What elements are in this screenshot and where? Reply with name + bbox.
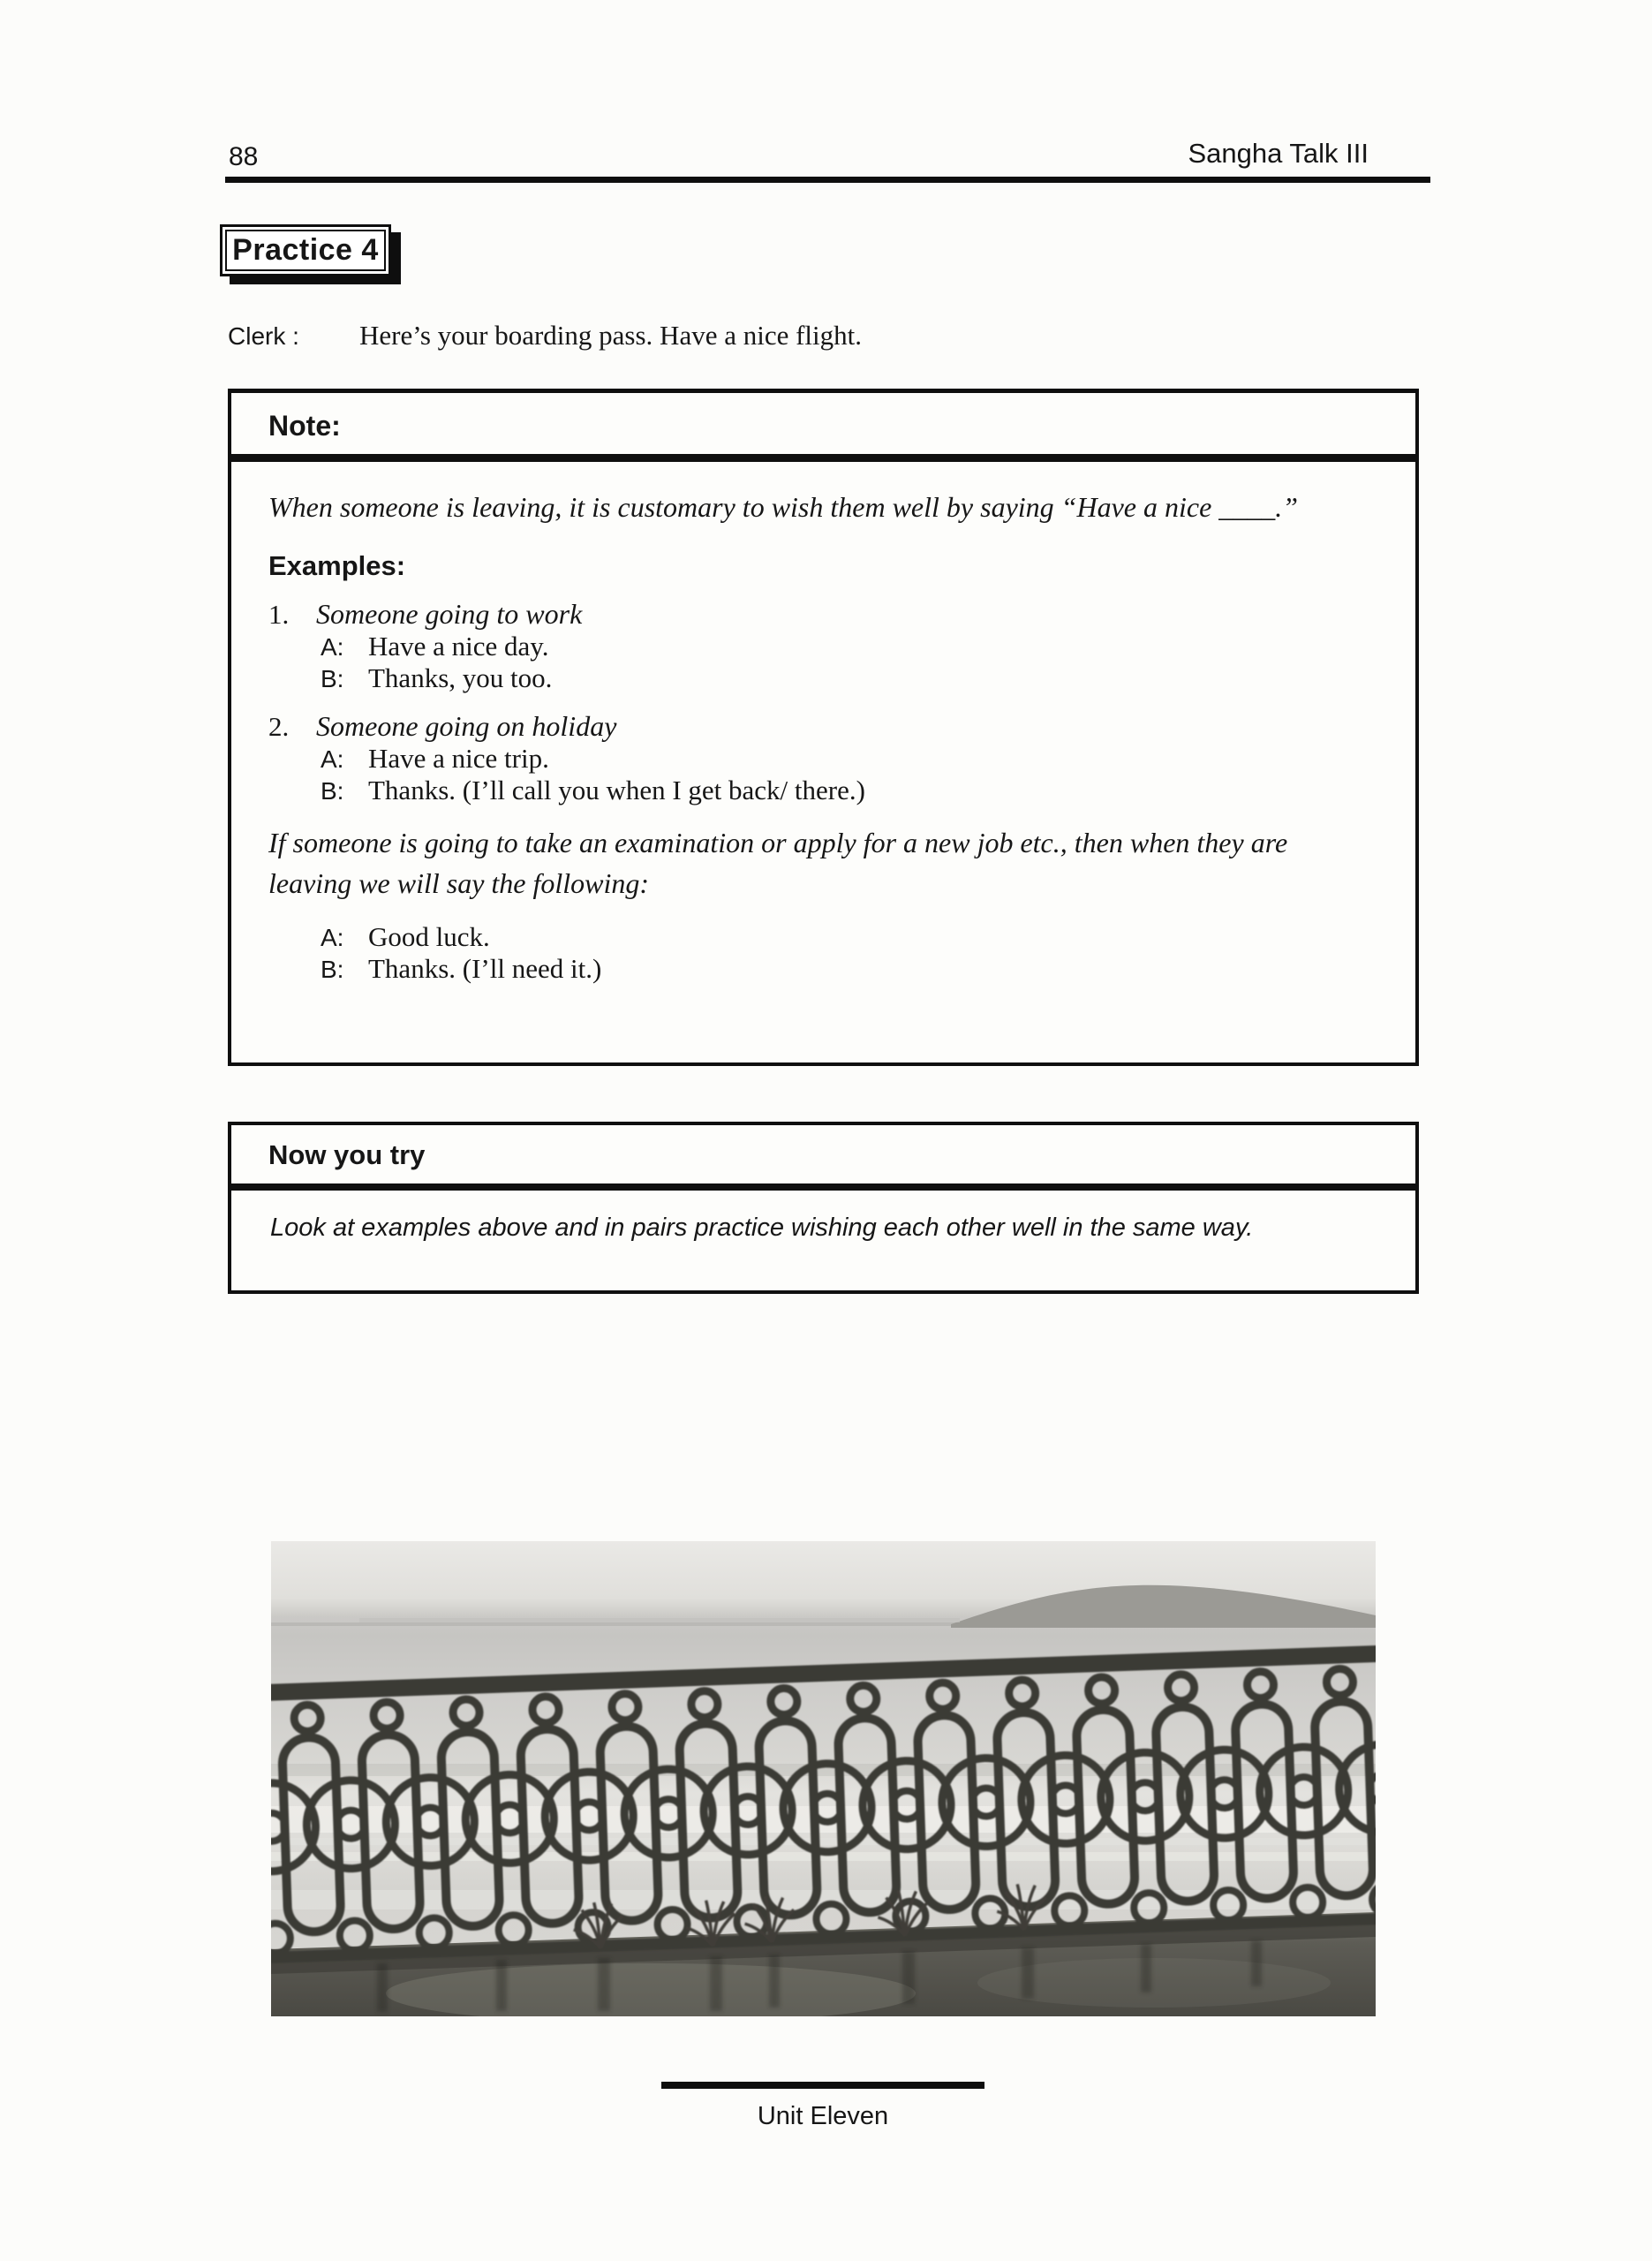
- dialogue-row: [268, 953, 1371, 985]
- dialogue-text: Thanks. (I’ll need it.): [368, 953, 602, 984]
- book-title: Sangha Talk III: [1188, 138, 1369, 169]
- photo-railing: [271, 1645, 1376, 1964]
- speaker-label: B:: [321, 665, 344, 692]
- note-box-title: Note:: [231, 393, 1415, 462]
- dialogue-row: [268, 921, 1371, 953]
- dialogue-row: [268, 662, 1371, 694]
- seaside-railing-photo: [271, 1541, 1376, 2016]
- example-head: [268, 598, 1371, 631]
- note-followup-line: If someone is going to take an examination or apply for a new job etc., then when they are: [268, 827, 1288, 858]
- speaker-label: B:: [321, 956, 344, 983]
- clerk-speaker-label: Clerk :: [228, 322, 299, 350]
- example-situation: Someone going on holiday: [316, 710, 617, 742]
- example-number: 1.: [268, 599, 290, 630]
- practice-badge: [220, 224, 391, 276]
- railing-photo-svg: [271, 1541, 1376, 2016]
- now-you-try-instruction: Look at examples above and in pairs practice wishing each other well in the same way.: [270, 1214, 1254, 1242]
- speaker-label: A:: [321, 633, 344, 661]
- footer-unit-label: Unit Eleven: [757, 2102, 889, 2130]
- footer-rule: [661, 2082, 984, 2089]
- practice-label: Practice 4: [225, 230, 386, 271]
- note-box: [228, 389, 1419, 1066]
- dialogue-row: [268, 631, 1371, 662]
- clerk-dialogue-row: [228, 320, 862, 352]
- example-item: [268, 598, 1371, 694]
- clerk-dialogue-text: Here’s your boarding pass. Have a nice flight.: [359, 320, 863, 351]
- dialogue-row: [268, 775, 1371, 806]
- dialogue-text: Good luck.: [368, 921, 490, 952]
- dialogue-text: Have a nice day.: [368, 631, 549, 662]
- example-number: 2.: [268, 711, 290, 742]
- example-head: [268, 710, 1371, 743]
- example-item: [268, 710, 1371, 806]
- example-situation: Someone going to work: [316, 598, 583, 630]
- now-you-try-box: [228, 1122, 1419, 1294]
- note-intro: When someone is leaving, it is customary to wish them well by saying “Have a nice ____.”: [268, 491, 1299, 523]
- note-box-content: [231, 462, 1415, 985]
- now-you-try-title: Now you try: [231, 1125, 1415, 1191]
- page-number: 88: [229, 142, 259, 171]
- speaker-label: B:: [321, 777, 344, 805]
- header-rule: [225, 177, 1430, 183]
- dialogue-text: Thanks. (I’ll call you when I get back/ there.): [368, 775, 865, 805]
- speaker-label: A:: [321, 924, 344, 951]
- dialogue-text: Thanks, you too.: [368, 662, 553, 693]
- photo-far-shore: [359, 1618, 960, 1622]
- dialogue-row: [268, 743, 1371, 775]
- note-followup: [268, 822, 1371, 904]
- speaker-label: A:: [321, 745, 344, 773]
- dialogue-text: Have a nice trip.: [368, 743, 549, 774]
- examples-heading: Examples:: [268, 550, 406, 581]
- note-followup-line: leaving we will say the following:: [268, 867, 650, 899]
